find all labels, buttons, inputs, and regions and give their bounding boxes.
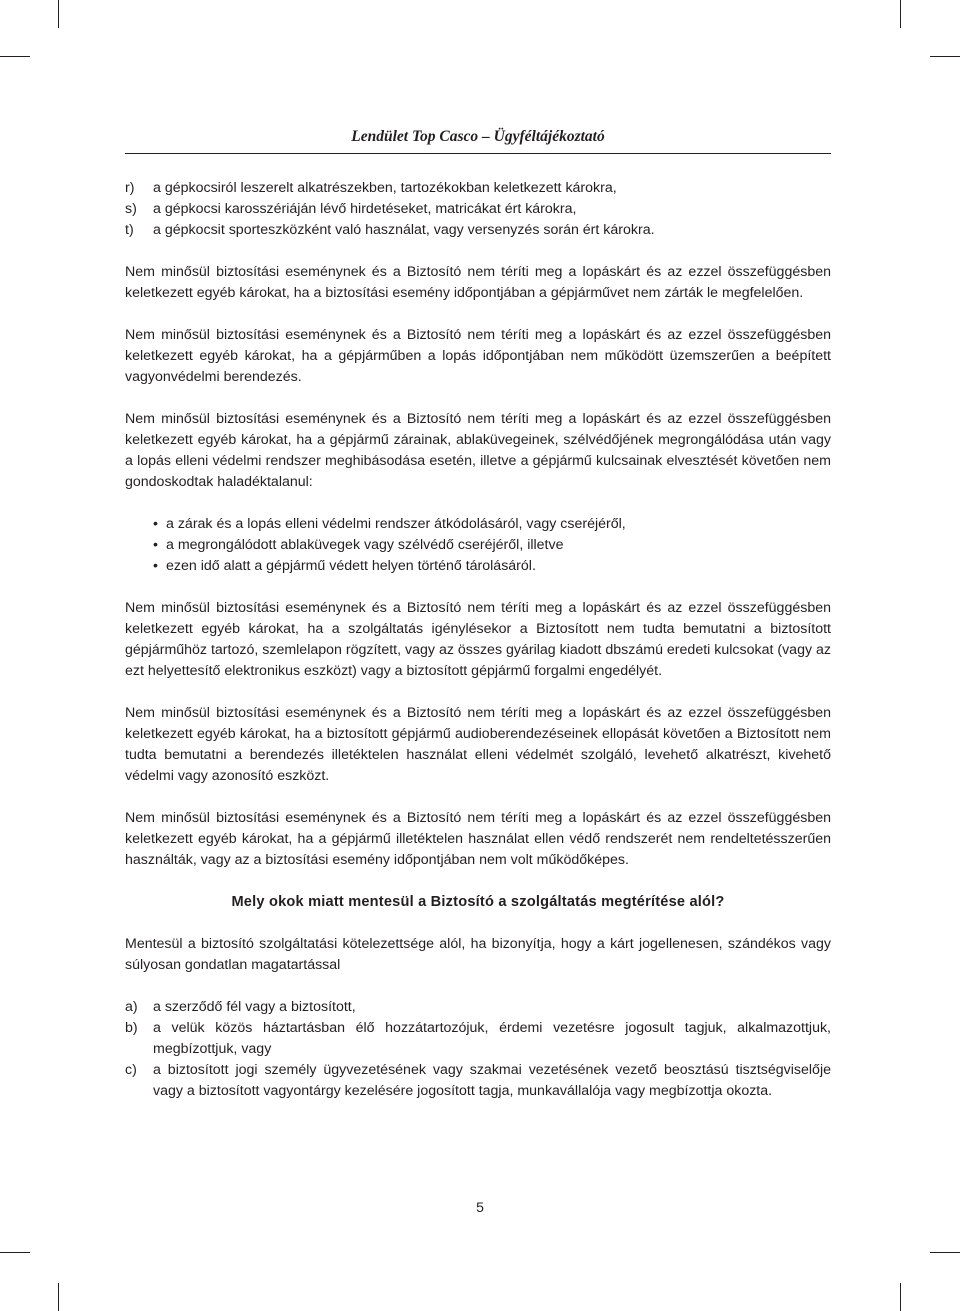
list-item: • a zárak és a lopás elleni védelmi rendszer átkódolásáról, vagy cseréjéről,	[153, 514, 831, 535]
list-item: • a megrongálódott ablaküvegek vagy szélvédő cseréjéről, illetve	[153, 535, 831, 556]
crop-mark	[58, 1283, 59, 1311]
party-list-abc	[125, 997, 831, 1102]
section-heading: Mely okok miatt mentesül a Biztosító a szolgáltatás megtérítése alól?	[231, 894, 725, 910]
list-item: b) a velük közös háztartásban élő hozzátartozójuk, érdemi vezetésre jogosult tagjuk, alkalmazottjuk, megbízottjuk, vagy	[125, 1020, 831, 1057]
paragraph: Nem minősül biztosítási eseménynek és a Biztosító nem téríti meg a lopáskárt és az ezzel összefüggésben keletkezett egyéb károkat, ha a szolgáltatás igénylésekor a Biztosított nem tudta bemutatni a biztosított gépjárműhöz tartozó, szemlelapon rögzített, vagy az összes gyárilag kiadott dbszámú eredeti kulcsokat (vagy az ezt helyettesítő elektronikus eszközt) vagy a biztosított gépjármű forgalmi engedélyét.	[125, 600, 831, 679]
bullet-icon: •	[153, 516, 158, 532]
bullet-list	[153, 514, 831, 577]
paragraph: Nem minősül biztosítási eseménynek és a Biztosító nem téríti meg a lopáskárt és az ezzel összefüggésben keletkezett egyéb károkat, ha a gépjárműben a lopás időpontjában nem működött üzemszerűen a beépített vagyonvédelmi berendezés.	[125, 327, 831, 385]
list-item: s) a gépkocsi karosszériáján lévő hirdetéseket, matricákat ért károkra,	[125, 201, 577, 217]
list-item: a) a szerződő fél vagy a biztosított,	[125, 999, 356, 1015]
paragraph: Nem minősül biztosítási eseménynek és a Biztosító nem téríti meg a lopáskárt és az ezzel összefüggésben keletkezett egyéb károkat, ha a biztosítási esemény időpontjában a gépjárművet nem zárták le megfelelően.	[125, 264, 831, 301]
bullet-icon: •	[153, 558, 158, 574]
list-item: • ezen idő alatt a gépjármű védett helyen történő tárolásáról.	[153, 556, 831, 577]
crop-mark	[58, 0, 59, 28]
paragraph: Nem minősül biztosítási eseménynek és a Biztosító nem téríti meg a lopáskárt és az ezzel összefüggésben keletkezett egyéb károkat, ha a gépjármű illetéktelen használat ellen védő rendszerét nem rendeltetésszerűen használták, vagy az a biztosítási esemény időpontjában nem volt működőképes.	[125, 810, 831, 868]
list-item: c) a biztosított jogi személy ügyvezetésének vagy szakmai vezetésének vezető beosztású tisztségviselője vagy a biztosított vagyontárgy kezelésére jogosított tagja, munkavállalója vagy megbízottja okozta.	[125, 1062, 831, 1099]
paragraph: Nem minősül biztosítási eseménynek és a Biztosító nem téríti meg a lopáskárt és az ezzel összefüggésben keletkezett egyéb károkat, ha a biztosított gépjármű audioberendezéseinek ellopását követően a Biztosított nem tudta bemutatni a berendezés illetéktelen használat elleni védelmét szolgáló, levehető alkatrészt, kivehető védelmi vagy azonosító eszközt.	[125, 705, 831, 784]
crop-mark	[930, 1252, 960, 1253]
document-body	[125, 178, 831, 1102]
running-header: Lendület Top Casco – Ügyféltájékoztató	[351, 128, 605, 145]
paragraph: Nem minősül biztosítási eseménynek és a Biztosító nem téríti meg a lopáskárt és az ezzel összefüggésben keletkezett egyéb károkat, ha a gépjármű zárainak, ablaküvegeinek, szélvédőjének megrongálódása után vagy a lopás elleni védelmi rendszer meghibásodása esetén, illetve a gépjármű kulcsainak elvesztését követően nem gondoskodtak haladéktalanul:	[125, 411, 831, 490]
list-item: t) a gépkocsit sporteszközként való használat, vagy versenyzés során ért károkra.	[125, 222, 655, 238]
list-item: r) a gépkocsiról leszerelt alkatrészekben, tartozékokban keletkezett károkra,	[125, 180, 617, 196]
crop-mark	[0, 1252, 30, 1253]
bullet-icon: •	[153, 537, 158, 553]
crop-mark	[900, 0, 901, 28]
exclusion-list-rst	[125, 178, 831, 241]
crop-mark	[900, 1283, 901, 1311]
page-number: 5	[476, 1199, 484, 1215]
header-rule	[125, 153, 831, 154]
crop-mark	[930, 56, 960, 57]
crop-mark	[0, 56, 30, 57]
paragraph: Mentesül a biztosító szolgáltatási kötelezettsége alól, ha bizonyítja, hogy a kárt jogellenesen, szándékos vagy súlyosan gondatlan magatartással	[125, 936, 831, 973]
